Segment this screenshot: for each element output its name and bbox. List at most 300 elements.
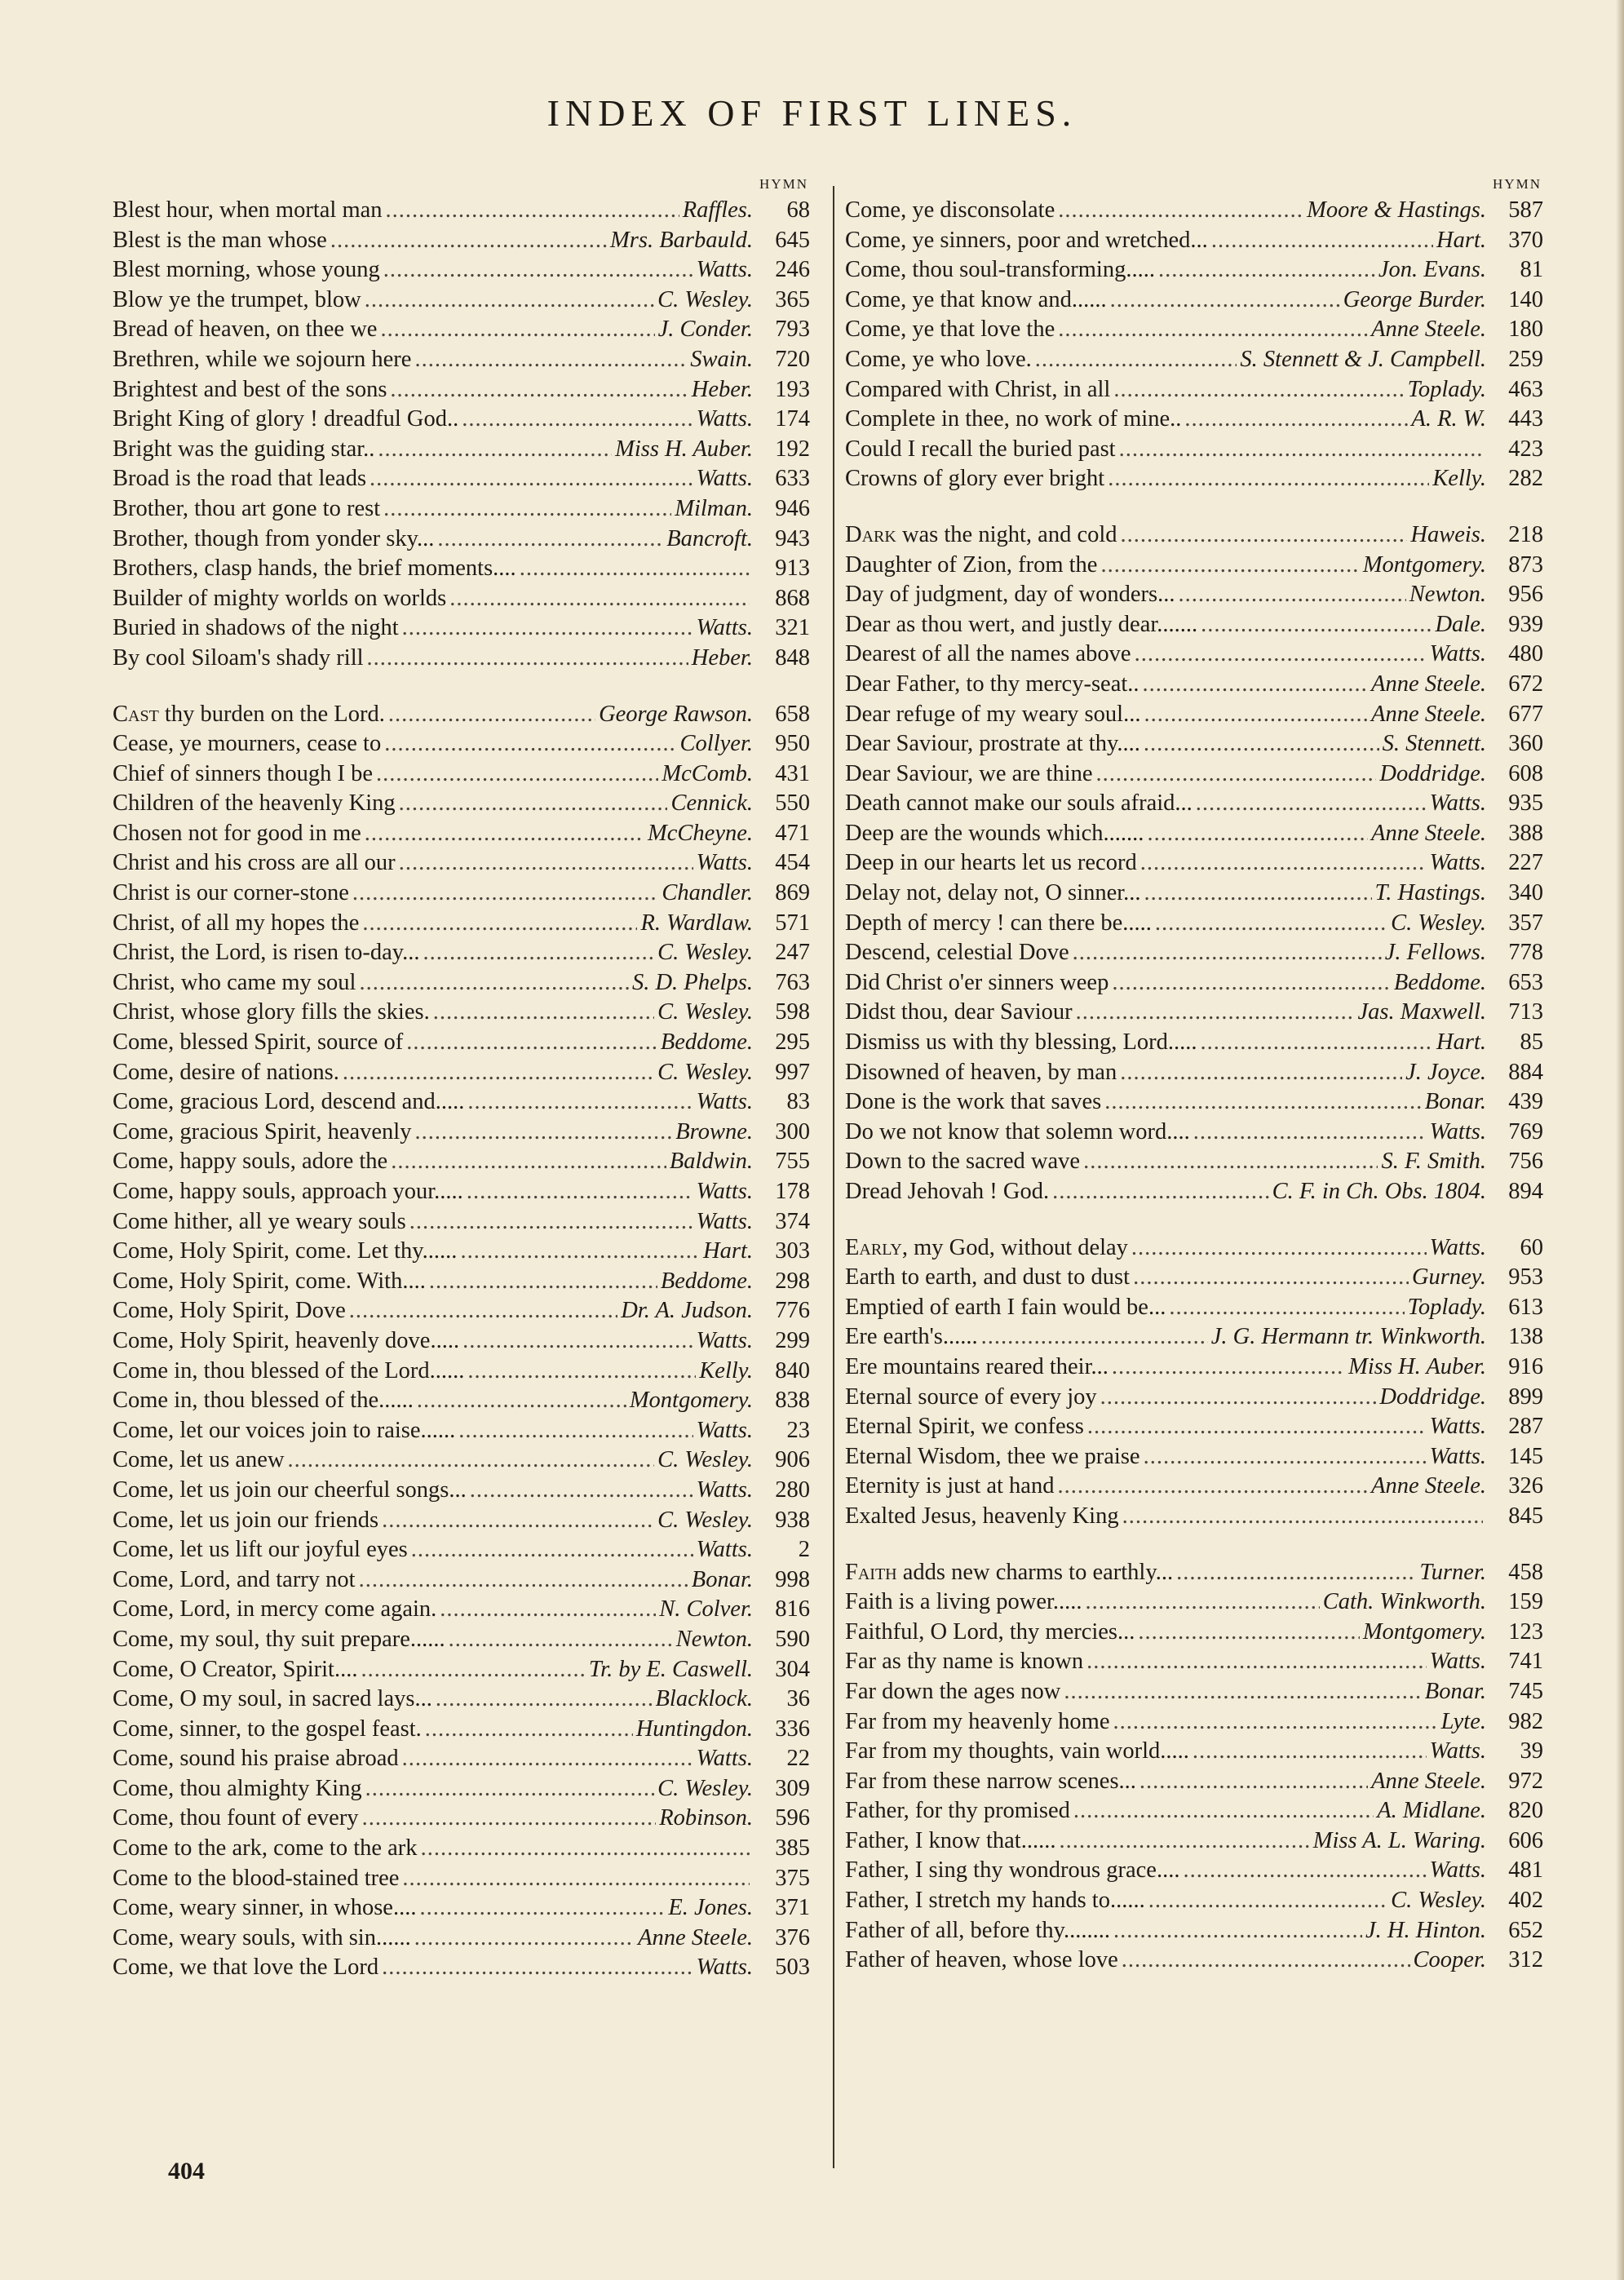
- author-name: Cooper.: [1413, 1947, 1486, 1973]
- index-entry: [845, 1558, 1543, 1588]
- index-entry: [113, 1744, 810, 1774]
- author-name: Dale.: [1435, 611, 1486, 637]
- hymn-number: 899: [1508, 1383, 1543, 1410]
- index-entry: [845, 1087, 1543, 1118]
- hymn-number: 303: [775, 1238, 810, 1264]
- first-line: [113, 1595, 436, 1625]
- hymn-number: 280: [775, 1476, 810, 1503]
- first-line: [113, 375, 387, 405]
- index-entry: [113, 1864, 810, 1894]
- dot-leader: [367, 644, 688, 674]
- index-entry: [845, 1147, 1543, 1177]
- dot-leader: [462, 405, 693, 435]
- hymn-number: 282: [1508, 466, 1543, 492]
- hymn-number: 763: [775, 969, 810, 995]
- author-name: Bonar.: [1424, 1678, 1486, 1704]
- first-line: [113, 554, 516, 584]
- author-name: McComb.: [662, 760, 753, 786]
- first-line: [845, 1796, 1070, 1826]
- index-entry: [845, 1293, 1543, 1323]
- dot-leader: [406, 1028, 657, 1058]
- hymn-number: 938: [775, 1507, 810, 1533]
- hymn-number: 178: [775, 1179, 810, 1204]
- hymn-number: 741: [1508, 1649, 1543, 1675]
- author-name: Miss A. L. Waring.: [1312, 1827, 1486, 1853]
- first-line-text: Christ, who came my soul: [113, 969, 356, 995]
- first-line-text: was the night, and cold: [896, 521, 1117, 547]
- author-name: Dr. A. Judson.: [621, 1298, 753, 1324]
- first-line-text: Come, let us join our cheerful songs...: [113, 1476, 467, 1503]
- hymn-number: 85: [1520, 1029, 1543, 1056]
- index-entry: [845, 968, 1543, 998]
- first-line: [113, 1058, 339, 1088]
- first-line: [113, 1804, 359, 1834]
- author-name: J. Fellows.: [1384, 940, 1486, 966]
- author-name: Watts.: [1429, 790, 1486, 817]
- index-entry: [845, 909, 1543, 939]
- dot-leader: [467, 1357, 696, 1387]
- first-line-text: Blest hour, when mortal man: [113, 197, 383, 223]
- first-line: [113, 1416, 455, 1446]
- first-line-text: Daughter of Zion, from the: [845, 551, 1098, 578]
- author-name: Doddridge.: [1379, 1383, 1486, 1410]
- first-line-text: Father, I sing thy wondrous grace....: [845, 1857, 1180, 1884]
- first-line-text: Come, ye disconsolate: [845, 197, 1055, 223]
- hymn-number: 608: [1508, 760, 1543, 786]
- author-name: Bancroft.: [666, 525, 753, 551]
- dot-leader: [425, 1715, 633, 1745]
- index-entry: [113, 1177, 810, 1207]
- hymn-number: 645: [775, 227, 810, 253]
- hymn-number: 22: [786, 1746, 810, 1772]
- dot-leader: [1122, 1502, 1483, 1532]
- first-line-text: Brightest and best of the sons: [113, 376, 387, 402]
- author-name: C. Wesley.: [657, 1447, 753, 1473]
- hymn-number: 218: [1508, 521, 1543, 547]
- dot-leader: [330, 226, 607, 256]
- first-line-text: thy burden on the Lord.: [158, 701, 385, 727]
- dot-leader: [343, 1058, 654, 1088]
- first-line: [113, 1565, 356, 1596]
- index-entry: [113, 700, 810, 730]
- hymn-number: 174: [775, 406, 810, 432]
- index-entry: [113, 1267, 810, 1297]
- dot-leader: [1193, 1737, 1427, 1767]
- author-name: E. Jones.: [668, 1895, 753, 1921]
- author-name: Toplady.: [1407, 376, 1486, 402]
- first-line-text: Come, sound his praise abroad: [113, 1746, 399, 1772]
- first-line: [113, 819, 361, 849]
- section-gap: [113, 674, 810, 700]
- first-line-text: Bread of heaven, on thee we: [113, 317, 378, 343]
- author-name: Heber.: [691, 376, 753, 402]
- first-line: [113, 1535, 408, 1565]
- section-gap: [845, 1532, 1543, 1558]
- author-name: Watts.: [1429, 1857, 1486, 1884]
- dot-leader: [362, 1804, 657, 1834]
- first-line-text: Blest morning, whose young: [113, 257, 380, 283]
- index-entry: [845, 879, 1543, 909]
- dot-leader: [1108, 464, 1429, 494]
- hymn-number: 145: [1508, 1443, 1543, 1469]
- dot-leader: [402, 1864, 750, 1894]
- dot-leader: [1176, 1558, 1416, 1588]
- dot-leader: [436, 1685, 653, 1715]
- first-line: [113, 1296, 346, 1326]
- author-name: Moore & Hastings.: [1307, 197, 1486, 223]
- dot-leader: [462, 1326, 693, 1357]
- first-line-text: Deep in our hearts let us record: [845, 850, 1137, 876]
- author-name: Beddome.: [660, 1268, 753, 1294]
- hymn-number: 300: [775, 1118, 810, 1144]
- index-entry: [113, 1058, 810, 1088]
- first-line-text: Buried in shadows of the night: [113, 615, 399, 641]
- index-entry: [113, 1804, 810, 1834]
- first-line: [113, 1386, 414, 1416]
- first-line: [113, 613, 399, 644]
- author-name: A. R. W.: [1411, 406, 1486, 432]
- dot-leader: [423, 938, 655, 968]
- index-entry: [113, 613, 810, 644]
- index-entry: [845, 1502, 1543, 1532]
- first-line-text: Death cannot make our souls afraid...: [845, 790, 1193, 817]
- index-entry: [113, 375, 810, 405]
- index-entry: [113, 1953, 810, 1983]
- hymn-number: 68: [786, 197, 810, 223]
- index-entry: [845, 1946, 1543, 1976]
- column-header-hymn: HYMN: [759, 176, 808, 192]
- index-entry: [113, 405, 810, 435]
- hymn-number: 677: [1508, 701, 1543, 727]
- first-line-text: Brother, thou art gone to rest: [113, 495, 381, 521]
- first-line: [845, 1233, 1128, 1264]
- author-name: Blacklock.: [655, 1686, 753, 1712]
- index-entry: [845, 1677, 1543, 1707]
- dot-leader: [449, 1625, 673, 1655]
- first-line-text: Earth to earth, and dust to dust: [845, 1264, 1131, 1291]
- index-entry: [845, 464, 1543, 494]
- first-line-text: Brothers, clasp hands, the brief moments....: [113, 556, 516, 582]
- dot-leader: [1139, 1767, 1368, 1797]
- dot-leader: [467, 1087, 693, 1118]
- first-line: [113, 286, 361, 316]
- first-line-lead-word: Faith: [845, 1559, 897, 1585]
- author-name: Collyer.: [679, 731, 753, 757]
- index-entry: [113, 1296, 810, 1326]
- hymn-number: 388: [1508, 820, 1543, 846]
- index-entry: [113, 1445, 810, 1476]
- first-line-text: Come, happy souls, approach your.....: [113, 1179, 463, 1204]
- hymn-number: 246: [775, 257, 810, 283]
- dot-leader: [1196, 789, 1427, 819]
- first-line: [845, 1353, 1108, 1383]
- column-divider: [833, 186, 834, 2168]
- index-entry: [845, 196, 1543, 226]
- dot-leader: [1112, 968, 1391, 998]
- first-line: [845, 848, 1137, 879]
- author-name: Gurney.: [1411, 1264, 1486, 1291]
- first-line: [113, 998, 430, 1028]
- hymn-number: 370: [1508, 227, 1543, 253]
- first-line-text: Come in, thou blessed of the......: [113, 1388, 414, 1414]
- first-line-text: Dear refuge of my weary soul...: [845, 701, 1141, 727]
- index-entry: [113, 1685, 810, 1715]
- first-line-text: Come, ye who love.: [845, 346, 1032, 372]
- index-entry: [113, 464, 810, 494]
- dot-leader: [981, 1322, 1208, 1353]
- dot-leader: [1052, 1177, 1269, 1207]
- page-title: INDEX OF FIRST LINES.: [546, 92, 1078, 134]
- first-line: [845, 1737, 1189, 1767]
- first-line: [845, 1502, 1119, 1532]
- index-entry: [845, 520, 1543, 551]
- dot-leader: [1135, 640, 1427, 670]
- first-line-text: Far from these narrow scenes...: [845, 1768, 1136, 1794]
- dot-leader: [1096, 759, 1377, 790]
- index-entry: [113, 315, 810, 345]
- hymn-number: 982: [1508, 1708, 1543, 1734]
- author-name: Watts.: [696, 615, 753, 641]
- index-entry: [113, 1357, 810, 1387]
- first-line: [845, 1886, 1145, 1916]
- index-entry: [845, 640, 1543, 670]
- first-line-text: Father of all, before thy........: [845, 1917, 1111, 1943]
- dot-leader: [1121, 520, 1408, 551]
- dot-leader: [1058, 196, 1303, 226]
- dot-leader: [1193, 1118, 1427, 1148]
- hymn-number: 374: [775, 1208, 810, 1234]
- hymn-number: 309: [775, 1775, 810, 1801]
- first-line-text: Far from my heavenly home: [845, 1708, 1110, 1734]
- dot-leader: [1144, 879, 1372, 909]
- hymn-number: 913: [775, 556, 810, 582]
- index-entry: [845, 1058, 1543, 1088]
- index-entry: [845, 700, 1543, 730]
- index-entry: [845, 1412, 1543, 1442]
- hymn-number: 606: [1508, 1827, 1543, 1853]
- author-name: S. D. Phelps.: [631, 969, 753, 995]
- hymn-number: 653: [1508, 969, 1543, 995]
- author-name: Cennick.: [670, 790, 753, 817]
- index-entry: [113, 435, 810, 465]
- first-line-text: Come, happy souls, adore the: [113, 1149, 388, 1175]
- dot-leader: [1144, 1442, 1427, 1472]
- index-entry: [845, 580, 1543, 610]
- index-entry: [845, 1618, 1543, 1648]
- index-entry: [113, 1834, 810, 1864]
- hymn-number: 778: [1508, 940, 1543, 966]
- first-line-text: Come, O Creator, Spirit....: [113, 1656, 358, 1682]
- first-line-text: Christ, whose glory fills the skies.: [113, 999, 430, 1025]
- first-line: [845, 1147, 1080, 1177]
- index-entry: [113, 1595, 810, 1625]
- hymn-number: 227: [1508, 850, 1543, 876]
- first-line-text: Come, Holy Spirit, Dove: [113, 1298, 346, 1324]
- author-name: Beddome.: [660, 1029, 753, 1056]
- hymn-number: 596: [775, 1805, 810, 1831]
- author-name: Montgomery.: [1362, 1618, 1486, 1645]
- hymn-number: 590: [775, 1626, 810, 1652]
- dot-leader: [437, 525, 663, 555]
- author-name: Miss H. Auber.: [1348, 1353, 1486, 1379]
- dot-leader: [384, 729, 676, 759]
- page-edge-shadow: [1616, 0, 1624, 2280]
- hymn-number: 755: [775, 1149, 810, 1175]
- author-name: C. Wesley.: [657, 1059, 753, 1085]
- author-name: Bonar.: [1424, 1089, 1486, 1115]
- hymn-number: 956: [1508, 582, 1543, 608]
- index-entry: [113, 1326, 810, 1357]
- dot-leader: [1148, 1886, 1387, 1916]
- index-entry: [113, 1028, 810, 1058]
- author-name: George Rawson.: [599, 701, 753, 727]
- hymn-number: 192: [775, 436, 810, 462]
- dot-leader: [402, 1744, 693, 1774]
- first-line: [113, 1445, 285, 1476]
- index-entry: [113, 729, 810, 759]
- hymn-number: 652: [1508, 1917, 1543, 1943]
- first-line-text: Christ, of all my hopes the: [113, 910, 360, 936]
- first-line: [113, 584, 446, 614]
- first-line: [113, 1685, 432, 1715]
- dot-leader: [414, 1924, 635, 1954]
- first-line-text: Chief of sinners though I be: [113, 760, 373, 786]
- first-line-text: Come, blessed Spirit, source of: [113, 1029, 404, 1056]
- index-entry: [113, 286, 810, 316]
- first-line: [845, 1677, 1060, 1707]
- first-line-text: Crowns of glory ever bright: [845, 466, 1105, 492]
- index-entry: [845, 1442, 1543, 1472]
- index-entry: [845, 1353, 1543, 1383]
- dot-leader: [1073, 1796, 1374, 1826]
- index-entry: [845, 1263, 1543, 1293]
- author-name: R. Wardlaw.: [640, 910, 753, 936]
- first-line: [113, 464, 366, 494]
- first-line: [113, 1357, 464, 1387]
- first-line: [845, 789, 1193, 819]
- first-line: [113, 729, 381, 759]
- hymn-number: 820: [1508, 1798, 1543, 1824]
- first-line-text: Come, gracious Spirit, heavenly: [113, 1118, 412, 1144]
- dot-leader: [1064, 1677, 1421, 1707]
- dot-leader: [383, 494, 671, 525]
- author-name: Watts.: [696, 1746, 753, 1772]
- hymn-number: 458: [1508, 1559, 1543, 1585]
- author-name: McCheyne.: [648, 820, 753, 846]
- hymn-number: 2: [798, 1537, 810, 1563]
- first-line-text: Far from my thoughts, vain world.....: [845, 1738, 1189, 1764]
- dot-leader: [1110, 286, 1340, 316]
- author-name: Baldwin.: [669, 1149, 753, 1175]
- author-name: Anne Steele.: [1371, 317, 1486, 343]
- hymn-number: 894: [1508, 1179, 1543, 1204]
- hymn-number: 259: [1508, 346, 1543, 372]
- dot-leader: [1059, 1826, 1309, 1857]
- first-line: [113, 1267, 426, 1297]
- first-line: [845, 1916, 1110, 1946]
- first-line-text: Come, desire of nations.: [113, 1059, 339, 1085]
- first-line-text: Blow ye the trumpet, blow: [113, 286, 361, 312]
- author-name: T. Hastings.: [1374, 880, 1486, 906]
- dot-leader: [1035, 345, 1237, 375]
- author-name: Anne Steele.: [1371, 701, 1486, 727]
- hymn-number: 443: [1508, 406, 1543, 432]
- first-line: [845, 1087, 1101, 1118]
- hymn-number: 39: [1520, 1738, 1543, 1764]
- index-entry: [845, 1177, 1543, 1207]
- hymn-number: 360: [1508, 731, 1543, 757]
- author-name: Haweis.: [1410, 521, 1486, 547]
- index-entry: [845, 1796, 1543, 1826]
- first-line: [845, 520, 1117, 551]
- first-line-text: Father, for thy promised: [845, 1798, 1070, 1824]
- first-line-text: Down to the sacred wave: [845, 1149, 1081, 1175]
- dot-leader: [1100, 1383, 1377, 1413]
- author-name: Montgomery.: [1362, 551, 1486, 578]
- first-line: [845, 1058, 1117, 1088]
- dot-leader: [365, 1774, 655, 1804]
- index-entry: [113, 494, 810, 525]
- author-name: J. G. Hermann tr. Winkworth.: [1210, 1324, 1486, 1350]
- page-number: 404: [168, 2158, 205, 2185]
- first-line: [845, 759, 1093, 790]
- author-name: Hart.: [703, 1238, 753, 1264]
- dot-leader: [1140, 848, 1427, 879]
- first-line-text: Father, I know that......: [845, 1827, 1056, 1853]
- author-name: Watts.: [696, 1327, 753, 1353]
- dot-leader: [1086, 1587, 1320, 1618]
- index-entry: [113, 848, 810, 879]
- dot-leader: [421, 1834, 750, 1864]
- first-line-text: By cool Siloam's shady rill: [113, 644, 364, 671]
- author-name: Hart.: [1436, 1029, 1486, 1056]
- first-line: [845, 435, 1116, 465]
- hymn-number: 598: [775, 999, 810, 1025]
- author-name: C. Wesley.: [657, 1775, 753, 1801]
- dot-leader: [1104, 1087, 1422, 1118]
- first-line: [113, 255, 380, 286]
- dot-leader: [460, 1237, 700, 1267]
- author-name: Jon. Evans.: [1378, 257, 1486, 283]
- dot-leader: [1158, 255, 1375, 286]
- index-entry: [113, 938, 810, 968]
- first-line-text: Come, weary souls, with sin......: [113, 1924, 411, 1950]
- first-line-text: Didst thou, dear Saviour: [845, 999, 1073, 1025]
- author-name: J. Joyce.: [1405, 1059, 1486, 1085]
- author-name: Watts.: [696, 1208, 753, 1234]
- dot-leader: [386, 196, 679, 226]
- index-entry: [845, 1737, 1543, 1767]
- first-line-text: Come, let us join our friends: [113, 1507, 379, 1533]
- first-line-text: Dear Saviour, prostrate at thy....: [845, 731, 1140, 757]
- author-name: S. Stennett & J. Campbell.: [1240, 346, 1486, 372]
- author-name: Browne.: [675, 1118, 753, 1144]
- hymn-number: 571: [775, 910, 810, 936]
- index-entry: [113, 1237, 810, 1267]
- index-entry: [845, 1707, 1543, 1738]
- author-name: Tr. by E. Caswell.: [588, 1656, 753, 1682]
- index-entry: [113, 525, 810, 555]
- index-entry: [113, 554, 810, 584]
- dot-leader: [390, 375, 688, 405]
- author-name: Milman.: [675, 495, 753, 521]
- first-line: [845, 1322, 978, 1353]
- author-name: Watts.: [696, 850, 753, 876]
- first-line-lead-word: Early: [845, 1234, 902, 1260]
- author-name: Watts.: [696, 1089, 753, 1115]
- index-entry: [113, 584, 810, 614]
- first-line: [845, 375, 1110, 405]
